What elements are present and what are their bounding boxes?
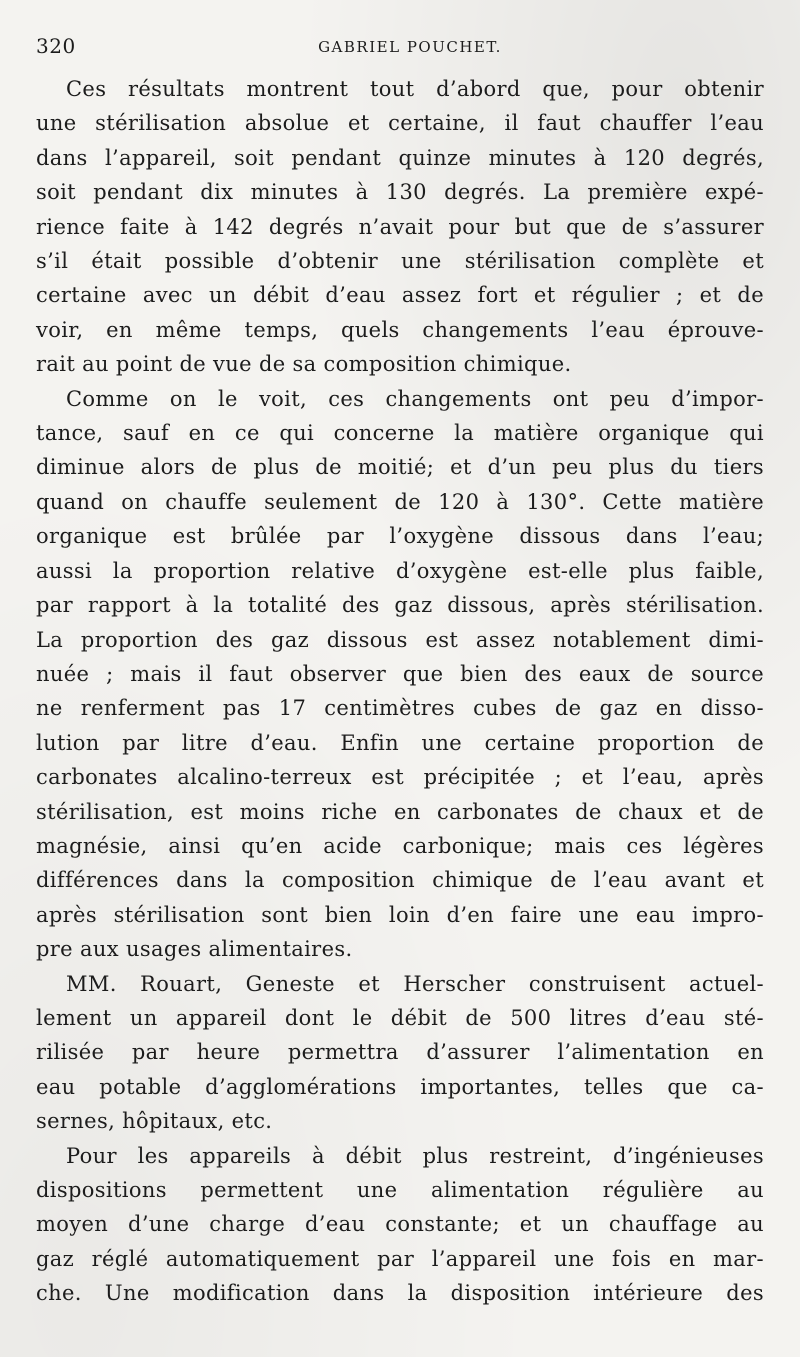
text-line: lution par litre d’eau. Enfin une certaine proportion de: [36, 730, 764, 755]
text-line: organique est brûlée par l’oxygène dissous dans l’eau;: [36, 524, 764, 549]
text-line: pre aux usages alimentaires.: [36, 937, 353, 962]
page-header: [36, 34, 764, 64]
page-number: 320: [36, 34, 76, 58]
text-line: sernes, hôpitaux, etc.: [36, 1109, 273, 1134]
text-line: dispositions permettent une alimentation régulière au: [36, 1178, 764, 1202]
text-line: nuée ; mais il faut observer que bien des eaux de source: [36, 661, 764, 686]
text-line: MM. Rouart, Geneste et Herscher construisent actuel-: [66, 971, 764, 996]
text-line: eau potable d’agglomérations importantes, telles que ca-: [36, 1074, 764, 1099]
text-line: s’il était possible d’obtenir une stérilisation complète et: [36, 249, 764, 274]
text-line: Comme on le voit, ces changements ont peu d’impor-: [66, 386, 764, 411]
text-line: carbonates alcalino-terreux est précipitée ; et l’eau, après: [36, 765, 764, 790]
text-line: Ces résultats montrent tout d’abord que, pour obtenir: [66, 77, 764, 101]
text-line: diminue alors de plus de moitié; et d’un peu plus du tiers: [36, 455, 764, 480]
text-line: quand on chauffe seulement de 120 à 130°. Cette matière: [36, 489, 764, 514]
text-line: après stérilisation sont bien loin d’en faire une eau impro-: [36, 902, 764, 927]
text-line: rilisée par heure permettra d’assurer l’alimentation en: [36, 1040, 764, 1065]
text-line: dans l’appareil, soit pendant quinze minutes à 120 degrés,: [36, 145, 764, 170]
text-line: stérilisation, est moins riche en carbonates de chaux et de: [36, 799, 764, 824]
text-line: certaine avec un débit d’eau assez fort et régulier ; et de: [36, 283, 764, 308]
text-line: magnésie, ainsi qu’en acide carbonique; mais ces légères: [36, 833, 764, 858]
text-line: rait au point de vue de sa composition chimique.: [36, 352, 572, 377]
text-line: lement un appareil dont le débit de 500 litres d’eau sté-: [36, 1005, 764, 1030]
text-line: che. Une modification dans la disposition intérieure des: [36, 1281, 764, 1306]
text-line: ne renferment pas 17 centimètres cubes de gaz en disso-: [36, 696, 764, 721]
body-text: [36, 72, 764, 1311]
text-line: moyen d’une charge d’eau constante; et un chauffage au: [36, 1212, 764, 1237]
text-line: une stérilisation absolue et certaine, il faut chauffer l’eau: [36, 111, 764, 136]
text-line: Pour les appareils à débit plus restreint, d’ingénieuses: [66, 1143, 764, 1168]
text-line: par rapport à la totalité des gaz dissous, après stérilisation.: [36, 593, 764, 618]
text-line: voir, en même temps, quels changements l’eau éprouve-: [36, 317, 764, 342]
text-line: gaz réglé automatiquement par l’appareil une fois en mar-: [36, 1246, 764, 1271]
text-line: différences dans la composition chimique de l’eau avant et: [36, 868, 764, 893]
text-line: La proportion des gaz dissous est assez notablement dimi-: [36, 627, 764, 652]
text-line: rience faite à 142 degrés n’avait pour but que de s’assurer: [36, 214, 764, 239]
text-line: soit pendant dix minutes à 130 degrés. La première expé-: [36, 180, 764, 205]
running-head: GABRIEL POUCHET.: [318, 38, 502, 56]
text-line: aussi la proportion relative d’oxygène est-elle plus faible,: [36, 558, 764, 583]
text-line: tance, sauf en ce qui concerne la matière organique qui: [36, 421, 764, 446]
